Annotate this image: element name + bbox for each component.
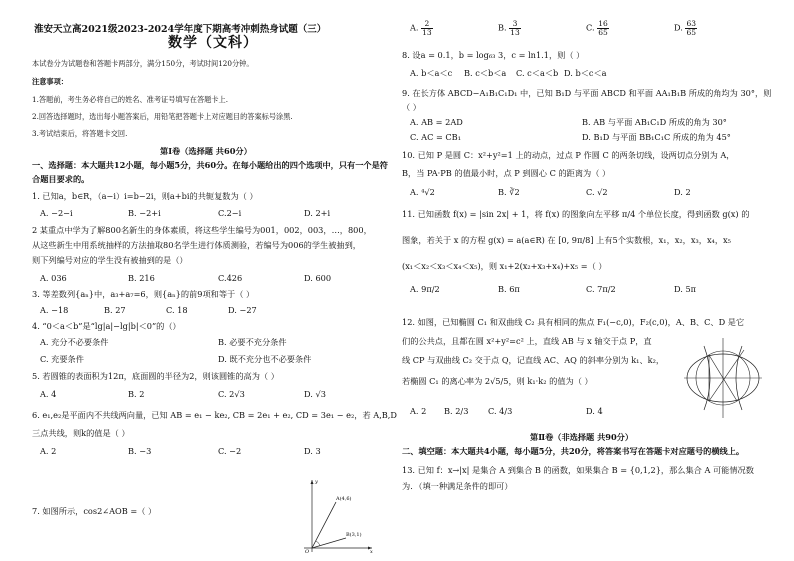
option-label: A. [410,22,419,33]
q10-option-c[interactable]: C. √2 [586,187,608,197]
notice-item: 2.回答选择题时，选出每小题答案后，用铅笔把答题卡上对应题目的答案标号涂黑. [32,112,293,121]
numerator: 3 [509,20,521,29]
section2-heading: 第Ⅱ卷（非选择题 共90分） [530,432,634,442]
question-7-stem: 7. 如图所示，cos2∠AOB =（ ） [32,506,157,516]
question-13-stem: 为．（填一种满足条件的即可） [402,481,513,491]
vector-ob [312,538,346,548]
numerator: 63 [686,19,697,28]
angle-arc [316,541,320,546]
notice-item: 1.答题前，考生务必将自己的姓名、准考证号填写在答题卡上. [32,95,229,104]
question-11-stem: 图象，若关于 x 的方程 g(x) = a(a∈R) 在 [0, 9π/8] 上有5个实数根，x₁，x₂，x₃，x₄，x₅ [402,235,731,245]
q12-ellipse-hyperbola-figure [682,336,764,420]
q11-option-b[interactable]: B. 6π [498,284,520,294]
exam-title: 淮安天立高2021级2023-2024学年度下期高考冲刺热身试题（三） [34,24,327,35]
question-12-stem: 线 CP 与双曲线 C₂ 交于点 Q，记直线 AC、AQ 的斜率分别为 k₁、k₂， [402,355,665,365]
q9-option-c[interactable]: C. AC = CB₁ [410,132,461,142]
q9-option-d[interactable]: D. B₁D 与平面 BB₁C₁C 所成的角为 45° [582,132,731,142]
fraction [421,20,433,37]
q6-option-a[interactable]: A. 2 [40,446,57,456]
question-12-stem: 若椭圆 C₁ 的离心率为 2√5/5，则 k₁·k₂ 的值为（ ） [402,376,593,386]
question-2-stem: 则下列编号对应的学生没有被抽到的是（） [32,255,188,265]
q1-option-d[interactable]: D. 2+i [304,208,331,218]
question-11-stem: 11. 已知函数 f(x) = |sin 2x| + 1，将 f(x) 的图象向左平移 π/4 个单位长度，得到函数 g(x) 的 [402,209,750,219]
section2-intro: 二、填空题：本大题共4小题，每小题5分，共20分，将答案书写在答题卡对应题号的横线上。 [402,446,745,456]
question-2-stem: 2 某重点中学为了解800名新生的身体素质，将这些学生编号为001，002，003，…，800， [32,225,372,235]
q2-option-a[interactable]: A. 036 [40,273,67,283]
option-label: B. [498,22,507,33]
q4-option-d[interactable]: D. 既不充分也不必要条件 [218,354,312,364]
section1-intro: 合题目要求的。 [32,174,90,184]
question-12-stem: 12. 如图，已知椭圆 C₁ 和双曲线 C₂ 具有相同的焦点 F₁(−c,0)，F₂(c,0)，A、B、C、D 是它 [402,317,745,327]
question-3-stem: 3. 等差数列{aₙ}中，a₃+a₇=6，则{aₙ}的前9项和等于（ ） [32,289,255,299]
q5-option-c[interactable]: C. 2√3 [218,389,245,399]
q3-option-b[interactable]: B. 27 [104,305,126,315]
q7-option-c[interactable] [586,20,609,37]
denominator: 13 [422,28,432,37]
vector-oa [312,502,336,548]
q7-option-a[interactable] [410,20,433,37]
exam-subtitle: 数学（文科） [168,35,258,51]
option-label: D. [674,22,683,33]
q12-option-a[interactable]: A. 2 [410,406,427,416]
q9-option-b[interactable]: B. AB 与平面 AB₁C₁D 所成的角为 30° [582,117,727,127]
q11-option-a[interactable]: A. 9π/2 [410,284,440,294]
q6-option-c[interactable]: C. −2 [218,446,242,456]
label-point-b: B(3,1) [346,532,362,538]
denominator: 13 [510,28,520,37]
question-8-stem: 8. 设a = 0.1，b = log₆₃ 3，c = ln1.1，则（ ） [402,50,585,60]
q7-option-d[interactable] [674,20,697,37]
y-axis-arrow-icon [311,480,314,484]
notice-item: 3.考试结束后，将答题卡交回. [32,129,128,138]
q11-option-d[interactable]: D. 5π [674,284,697,294]
q6-option-d[interactable]: D. 3 [304,446,321,456]
q3-option-c[interactable]: C. 18 [166,305,188,315]
question-13-stem: 13. 已知 f：x→|x| 是集合 A 到集合 B 的函数，如果集合 B = {0,1,2}，那么集合 A 可能情况数 [402,465,754,475]
section1-heading: 第Ⅰ卷（选择题 共60分） [160,146,252,156]
question-9-stem: （ ） [402,102,421,112]
exam-info: 本试卷分为试题卷和答题卡两部分，满分150分，考试时间120分钟。 [32,59,254,68]
question-10-stem: 10. 已知 P 是圆 C：x²+y²=1 上的动点，过点 P 作圆 C 的两条切线，设两切点分别为 A， [402,150,735,160]
q8-option-c[interactable]: C. c＜a＜b [516,68,559,78]
q12-option-c[interactable]: C. 4/3 [488,406,513,416]
denominator: 65 [598,28,608,37]
question-2-stem: 从这些新生中用系统抽样的方法抽取80名学生进行体质测验，若编号为006的学生被抽到， [32,240,361,250]
fraction [509,20,521,37]
q8-option-d[interactable]: D. b＜c＜a [564,68,607,78]
label-y-axis: y [315,479,318,485]
q2-option-c[interactable]: C.426 [218,273,243,283]
denominator: 65 [686,28,697,37]
q5-option-b[interactable]: B. 2 [128,389,145,399]
fraction [685,20,697,37]
q1-option-a[interactable]: A. −2−i [40,208,73,218]
q1-option-b[interactable]: B. −2+i [128,208,161,218]
q5-option-a[interactable]: A. 4 [40,389,57,399]
question-5-stem: 5. 若圆锥的表面积为12π，底面圆的半径为2，则该圆锥的高为（ ） [32,371,279,381]
q4-option-b[interactable]: B. 必要不充分条件 [218,337,287,347]
label-x-axis: x [370,549,373,554]
option-label: C. [586,22,595,33]
q12-option-b[interactable]: B. 2/3 [444,406,469,416]
q7-vector-figure [296,476,376,554]
question-1-stem: 1. 已知a，b∈R，（a−i）i=b−2i，则a+bi的共轭复数为（ ） [32,191,258,201]
label-point-a: A(4,6) [336,496,352,502]
question-10-stem: B，当 PA·PB 的值最小时，点 P 到圆心 C 的距离为（ ） [402,168,611,178]
question-12-stem: 们的公共点，且都在圆 x²+y²=c² 上，直线 AB 与 x 轴交于点 P，直 [402,336,652,346]
q4-option-a[interactable]: A. 充分不必要条件 [40,337,109,347]
q10-option-a[interactable]: A. ⁴√2 [410,187,435,197]
line-cp [709,350,744,401]
numerator: 16 [598,19,608,28]
q9-option-a[interactable]: A. AB = 2AD [410,117,463,127]
q2-option-d[interactable]: D. 600 [304,273,332,283]
q4-option-c[interactable]: C. 充要条件 [40,354,84,364]
q6-option-b[interactable]: B. −3 [128,446,152,456]
section1-intro: 一、选择题：本大题共12小题，每小题5分，共60分。在每小题给出的四个选项中，只有一个是符 [32,160,388,170]
label-origin: O [305,549,310,554]
notice-heading: 注意事项： [32,77,68,86]
q10-option-d[interactable]: D. 2 [674,187,691,197]
q8-option-b[interactable]: B. c＜b＜a [464,68,507,78]
fraction [597,20,609,37]
question-6-stem: 6. e₁,e₂是平面内不共线两向量，已知 AB = e₁ − ke₂, CB = 2e₁ + e₂, CD = 3e₁ − e₂，若 A,B,D [32,410,397,420]
numerator: 2 [421,20,433,29]
q10-option-b[interactable]: B. ∛2 [498,187,520,197]
question-6-stem: 三点共线，则k的值是（ ） [32,428,130,438]
q1-option-c[interactable]: C.2−i [218,208,242,218]
q7-option-b[interactable] [498,20,521,37]
q11-option-c[interactable]: C. 7π/2 [586,284,616,294]
q5-option-d[interactable]: D. √3 [304,389,326,399]
q12-option-d[interactable]: D. 4 [586,406,603,416]
q8-option-a[interactable]: A. b＜a＜c [410,68,453,78]
q2-option-b[interactable]: B. 216 [128,273,155,283]
question-11-stem: (x₁＜x₂＜x₃＜x₄＜x₅)，则 x₁+2(x₂+x₃+x₄)+x₅ =（ ） [402,261,607,271]
q3-option-a[interactable]: A. −18 [40,305,69,315]
question-4-stem: 4. “0＜a＜b”是“lg|a|−lg|b|＜0”的（） [32,321,181,331]
q3-option-d[interactable]: D. −27 [228,305,257,315]
question-9-stem: 9. 在长方体 ABCD−A₁B₁C₁D₁ 中，已知 B₁D 与平面 ABCD 和平面 AA₁B₁B 所成的角均为 30°，则 [402,88,772,98]
